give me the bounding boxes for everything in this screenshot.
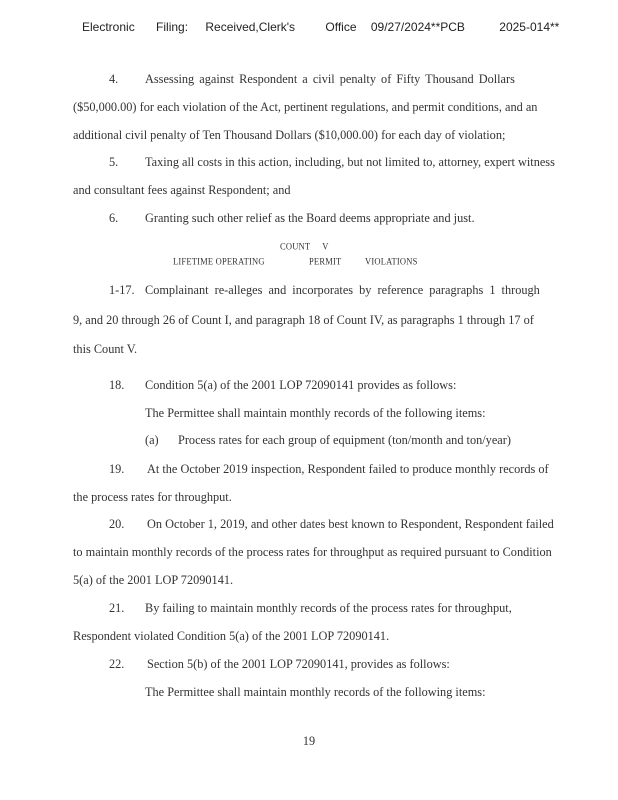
paragraph-line: At the October 2019 inspection, Respondent failed to produce monthly records of xyxy=(147,462,549,476)
count-heading-title: COUNT V xyxy=(280,240,329,252)
paragraph-line: 9, and 20 through 26 of Count I, and paragraph 18 of Count IV, as paragraphs 1 through 17 of xyxy=(73,313,534,327)
block-quote: The Permittee shall maintain monthly records of the following items: xyxy=(145,406,486,420)
paragraph-number: 22. xyxy=(109,657,125,671)
paragraph-line: Condition 5(a) of the 2001 LOP 72090141 provides as follows: xyxy=(145,378,457,392)
paragraph-number: 21. xyxy=(109,601,125,615)
paragraph-line: Section 5(b) of the 2001 LOP 72090141, provides as follows: xyxy=(147,657,450,671)
paragraph-number: 20. xyxy=(109,517,125,531)
prayer-item-number: 6. xyxy=(109,211,119,225)
prayer-item-line: and consultant fees against Respondent; and xyxy=(73,183,291,197)
prayer-item-line: Granting such other relief as the Board deems appropriate and just. xyxy=(145,211,475,225)
block-quote: The Permittee shall maintain monthly records of the following items: xyxy=(145,685,486,699)
count-heading-lifetime: LIFETIME OPERATING xyxy=(173,255,265,267)
header-date: 09/27/2024**PCB xyxy=(370,20,465,34)
subitem-text: Process rates for each group of equipment (ton/month and ton/year) xyxy=(178,433,511,447)
prayer-item-number: 5. xyxy=(109,155,119,169)
paragraph-line: to maintain monthly records of the process rates for throughput as required pursuant to Condition xyxy=(73,545,552,559)
paragraph-line: Complainant re-alleges and incorporates by reference paragraphs 1 through xyxy=(145,283,540,297)
count-heading-permit: PERMIT xyxy=(309,255,342,267)
paragraph-number: 19. xyxy=(109,462,125,476)
count-heading-violations: VIOLATIONS xyxy=(365,255,418,267)
page-number: 19 xyxy=(302,734,316,748)
paragraph-line: the process rates for throughput. xyxy=(73,490,232,504)
subitem-label: (a) xyxy=(145,433,159,447)
prayer-item-number: 4. xyxy=(109,72,119,86)
header-received: Received,Clerk's xyxy=(205,20,296,34)
paragraph-line: On October 1, 2019, and other dates best known to Respondent, Respondent failed xyxy=(147,517,554,531)
paragraph-line: Respondent violated Condition 5(a) of the 2001 LOP 72090141. xyxy=(73,629,390,643)
header-electronic: Electronic xyxy=(82,20,135,34)
prayer-item-line: Taxing all costs in this action, including, but not limited to, attorney, expert witness xyxy=(145,155,555,169)
paragraph-line: By failing to maintain monthly records of the process rates for throughput, xyxy=(145,601,512,615)
header-case: 2025-014** xyxy=(499,20,560,34)
prayer-item-line: ($50,000.00) for each violation of the Act, pertinent regulations, and permit conditions, and an xyxy=(73,100,538,114)
paragraph-line: this Count V. xyxy=(73,342,138,356)
prayer-item-line: additional civil penalty of Ten Thousand Dollars ($10,000.00) for each day of violation; xyxy=(73,128,506,142)
prayer-item-line: Assessing against Respondent a civil penalty of Fifty Thousand Dollars xyxy=(145,72,515,86)
paragraph-number: 1-17. xyxy=(109,283,135,297)
filing-header xyxy=(82,20,598,34)
header-office: Office xyxy=(325,20,357,34)
header-filing: Filing: xyxy=(156,20,189,34)
paragraph-number: 18. xyxy=(109,378,125,392)
paragraph-line: 5(a) of the 2001 LOP 72090141. xyxy=(73,573,234,587)
